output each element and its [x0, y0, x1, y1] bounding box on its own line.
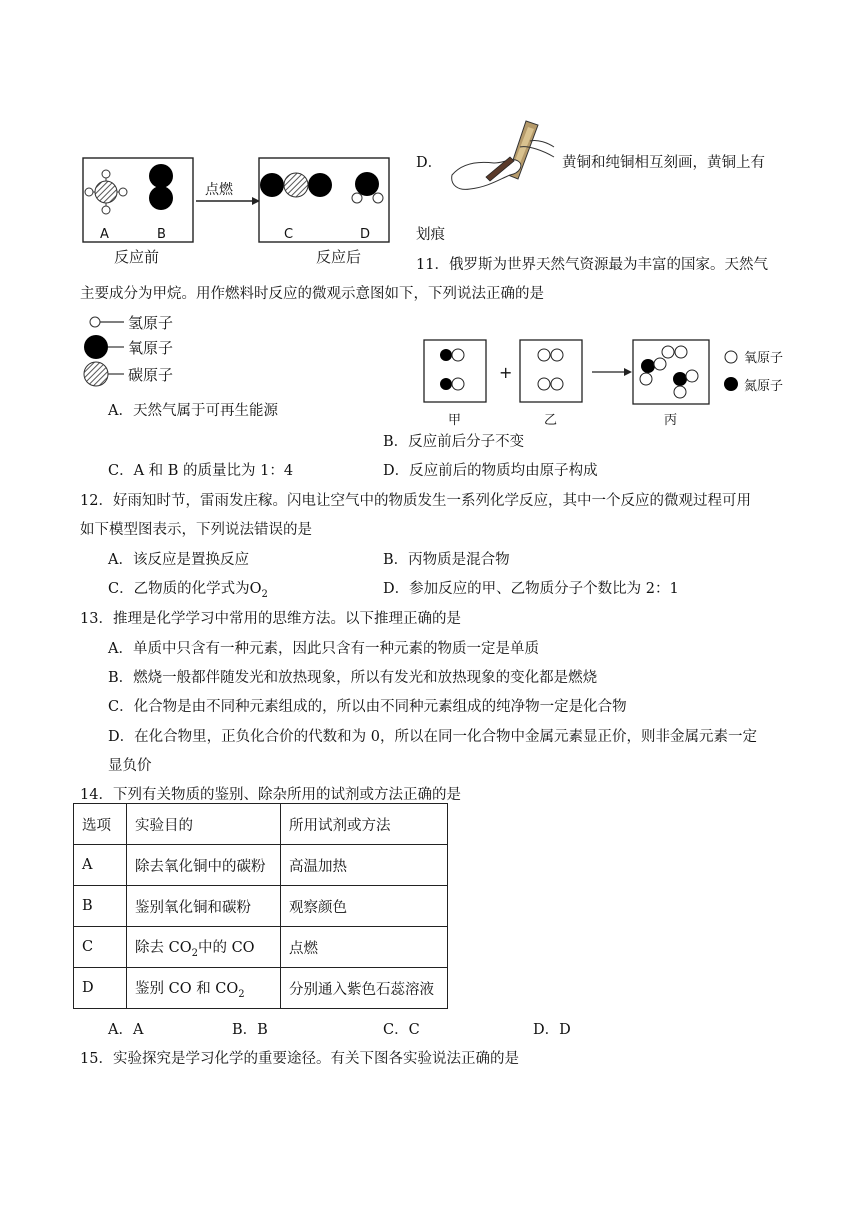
oxygen-atom-icon [84, 335, 108, 359]
label-jia: 甲 [448, 413, 462, 428]
box-yi [520, 340, 582, 402]
arrow-label: 点燃 [205, 182, 233, 198]
q13-stem: 13．推理是化学学习中常用的思维方法。以下推理正确的是 [80, 611, 461, 627]
carving-illustration [448, 117, 558, 197]
q14-option-c: C．C [383, 1022, 420, 1038]
q10-option-d-text: 黄铜和纯铜相互刻画，黄铜上有 [562, 155, 765, 171]
q13-option-a: A．单质中只含有一种元素，因此只含有一种元素的物质一定是单质 [108, 641, 539, 657]
table-row: D 鉴别 CO 和 $CO_2$ 分别通入紫色石蕊溶液 [74, 968, 448, 1009]
q12-option-b: B．丙物质是混合物 [383, 552, 510, 568]
label-bing: 丙 [664, 413, 678, 428]
q13-option-b: B．燃烧一般都伴随发光和放热现象，所以有发光和放热现象的变化都是燃烧 [108, 670, 598, 686]
q10-reaction-figure [80, 152, 420, 270]
q11-option-b: B．反应前后分子不变 [383, 434, 525, 450]
label-c: C [284, 227, 294, 242]
header-option: 选项 [74, 804, 127, 845]
legend-carbon: 碳原子 [128, 366, 174, 384]
table-row: C 除去 $CO_2$中的 CO 点燃 [74, 927, 448, 968]
q12-stem-line1: 12．好雨知时节，雷雨发庄稼。闪电让空气中的物质发生一系列化学反应，其中一个反应的微观过程可用 [80, 493, 751, 509]
oxygen-legend-icon [725, 351, 737, 363]
table-header-row [74, 804, 448, 845]
legend-oxygen: 氧原子 [128, 339, 174, 357]
legend-oxygen-atom: 氧原子 [744, 351, 784, 366]
hydrogen-atom-icon [90, 317, 100, 327]
label-d: D [360, 227, 371, 242]
q11-option-c: C．A 和 B 的质量比为 1：4 [108, 463, 294, 479]
table-row: B 鉴别氧化铜和碳粉 观察颜色 [74, 886, 448, 927]
q12-option-d: D．参加反应的甲、乙物质分子个数比为 2：1 [383, 581, 679, 597]
q12-reaction-figure [420, 338, 800, 430]
q10-atom-legend [80, 308, 220, 390]
q11-stem-line2: 主要成分为甲烷。用作燃料时反应的微观示意图如下，下列说法正确的是 [80, 286, 544, 302]
q14-stem: 14．下列有关物质的鉴别、除杂所用的试剂或方法正确的是 [80, 787, 461, 803]
q15-stem: 15．实验探究是学习化学的重要途径。有关下图各实验说法正确的是 [80, 1051, 519, 1067]
plus-sign: + [499, 363, 513, 382]
q14-option-a: A．A [108, 1022, 144, 1038]
header-method: 所用试剂或方法 [281, 804, 448, 845]
q13-option-c: C．化合物是由不同种元素组成的，所以由不同种元素组成的纯净物一定是化合物 [108, 699, 627, 715]
co2-molecule [260, 173, 332, 197]
q12-option-a: A．该反应是置换反应 [108, 552, 249, 568]
legend-hydrogen: 氢原子 [128, 314, 174, 332]
q10-option-d-letter: D． [416, 155, 443, 171]
carbon-atom-icon [84, 362, 108, 386]
label-yi: 乙 [544, 413, 558, 428]
q14-table [73, 803, 448, 1009]
q14-option-d: D．D [533, 1022, 571, 1038]
after-label: 反应后 [316, 248, 362, 266]
before-label: 反应前 [114, 248, 160, 266]
q11-stem-line1: 11．俄罗斯为世界天然气资源最为丰富的国家。天然气 [416, 257, 768, 273]
q14-option-b: B．B [232, 1022, 268, 1038]
header-purpose: 实验目的 [127, 804, 281, 845]
label-b: B [157, 227, 166, 242]
table-row: A 除去氧化铜中的碳粉 高温加热 [74, 845, 448, 886]
q12-option-c: C．乙物质的化学式为$O_2$ [108, 581, 268, 600]
nitrogen-legend-icon [724, 377, 738, 391]
q13-option-d-line1: D．在化合物里，正负化合价的代数和为 0，所以在同一化合物中金属元素显正价，则非金属元素一定 [108, 729, 757, 745]
q13-option-d-line2: 显负价 [108, 758, 152, 774]
label-a: A [100, 227, 109, 242]
legend-nitrogen-atom: 氮原子 [744, 379, 784, 394]
q10-option-d-text-cont: 划痕 [416, 227, 445, 243]
q11-option-d: D．反应前后的物质均由原子构成 [383, 463, 598, 479]
q12-stem-line2: 如下模型图表示，下列说法错误的是 [80, 522, 312, 538]
q11-option-a: A．天然气属于可再生能源 [108, 403, 278, 419]
